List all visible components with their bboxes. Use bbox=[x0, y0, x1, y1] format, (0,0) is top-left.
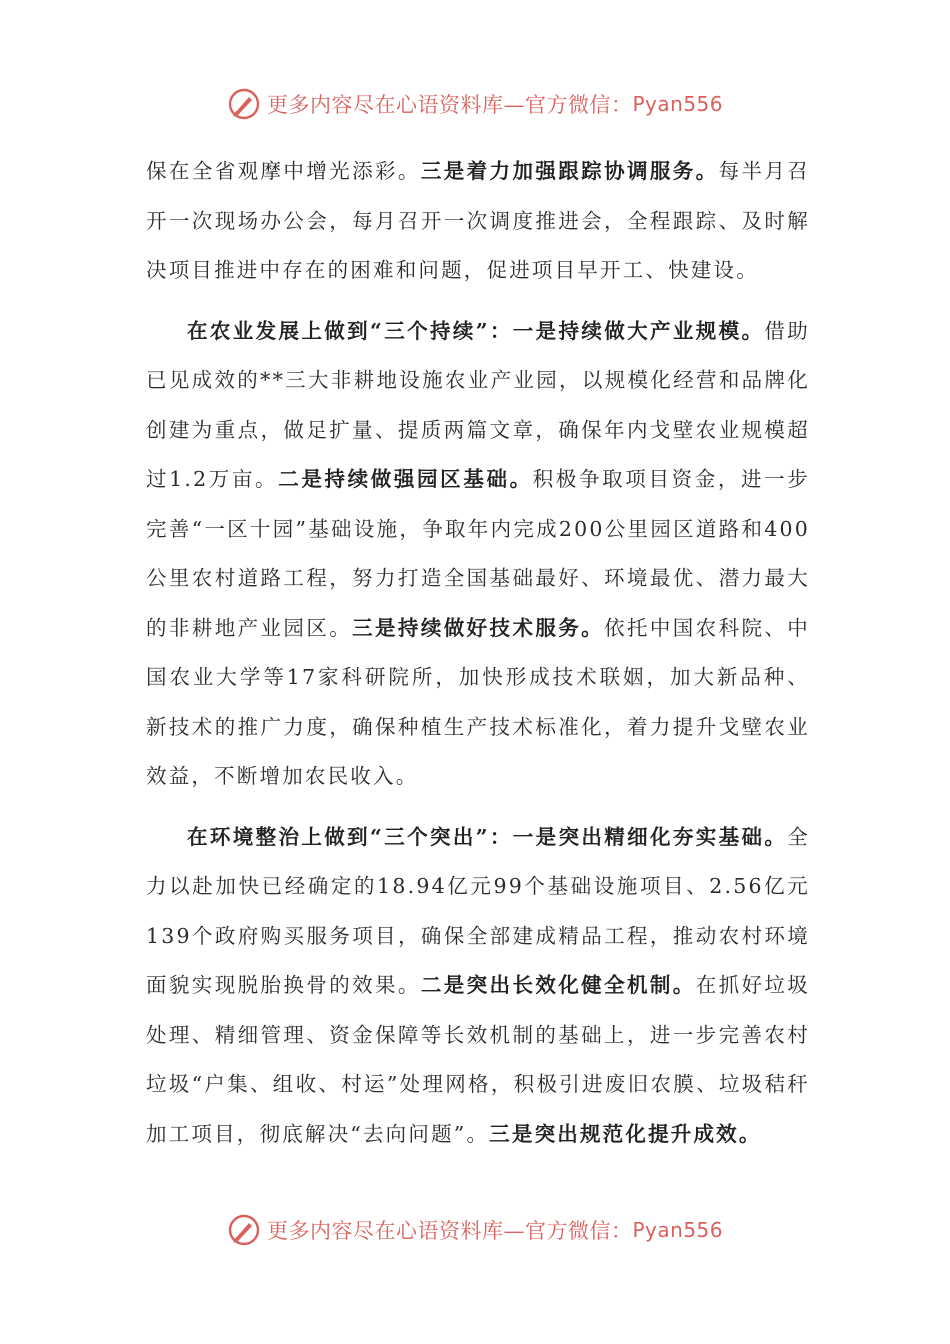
bold-run: 在农业发展上做到“三个持续”：一是持续做大产业规模。 bbox=[187, 318, 765, 343]
footer-banner bbox=[0, 1210, 950, 1250]
text-run: 全力以赴加快已经确定的18.94亿元99个基础设施项目、2.56亿元139个政府购买服务项目，确保全部建成精品工程，推动农村环境面貌实现脱胎换骨的效果。 bbox=[146, 824, 810, 997]
header-wechat: Pyan556 bbox=[632, 92, 723, 116]
text-run: 在抓好垃圾处理、精细管理、资金保障等长效机制的基础上，进一步完善农村垃圾“户集、组收、村运”处理网格，积极引进废旧农膜、垃圾秸秆加工项目，彻底解决“去向问题”。 bbox=[146, 973, 810, 1146]
paragraph-1 bbox=[146, 147, 810, 296]
footer-text: 更多内容尽在心语资料库—官方微信： bbox=[266, 1219, 633, 1243]
bold-run: 在环境整治上做到“三个突出”：一是突出精细化夯实基础。 bbox=[187, 824, 788, 849]
text-run: 积极争取项目资金，进一步完善“一区十园”基础设施，争取年内完成200公里园区道路和400公里农村道路工程，努力打造全国基础最好、环境最优、潜力最大的非耕地产业园区。 bbox=[146, 467, 810, 640]
bold-run: 三是持续做好技术服务。 bbox=[352, 615, 605, 640]
bold-run: 二是突出长效化健全机制。 bbox=[420, 973, 696, 997]
pen-logo-icon bbox=[227, 87, 261, 121]
pen-logo-icon bbox=[227, 1213, 261, 1247]
text-run: 依托中国农科院、中国农业大学等17家科研院所，加快形成技术联姻，加大新品种、新技术的推广力度，确保种植生产技术标准化，着力提升戈壁农业效益，不断增加农民收入。 bbox=[146, 615, 810, 788]
header-text: 更多内容尽在心语资料库—官方微信： bbox=[266, 93, 633, 117]
paragraph-2 bbox=[146, 307, 810, 802]
bold-run: 三是突出规范化提升成效。 bbox=[489, 1121, 762, 1146]
bold-run: 二是持续做强园区基础。 bbox=[278, 467, 533, 491]
paragraph-3 bbox=[146, 813, 810, 1160]
document-body bbox=[146, 147, 810, 1159]
header-banner bbox=[0, 84, 950, 124]
text-run: 每半月召开一次现场办公会，每月召开一次调度推进会，全程跟踪、及时解决项目推进中存在的困难和问题，促进项目早开工、快建设。 bbox=[146, 159, 810, 282]
text-run: 借助已见成效的**三大非耕地设施农业产业园，以规模化经营和品牌化创建为重点，做足扩量、提质两篇文章，确保年内戈壁农业规模超过1.2万亩。 bbox=[146, 318, 810, 491]
footer-wechat: Pyan556 bbox=[632, 1218, 723, 1242]
text-run: 保在全省观摩中增光添彩。 bbox=[146, 159, 421, 183]
bold-run: 三是着力加强跟踪协调服务。 bbox=[420, 159, 719, 183]
